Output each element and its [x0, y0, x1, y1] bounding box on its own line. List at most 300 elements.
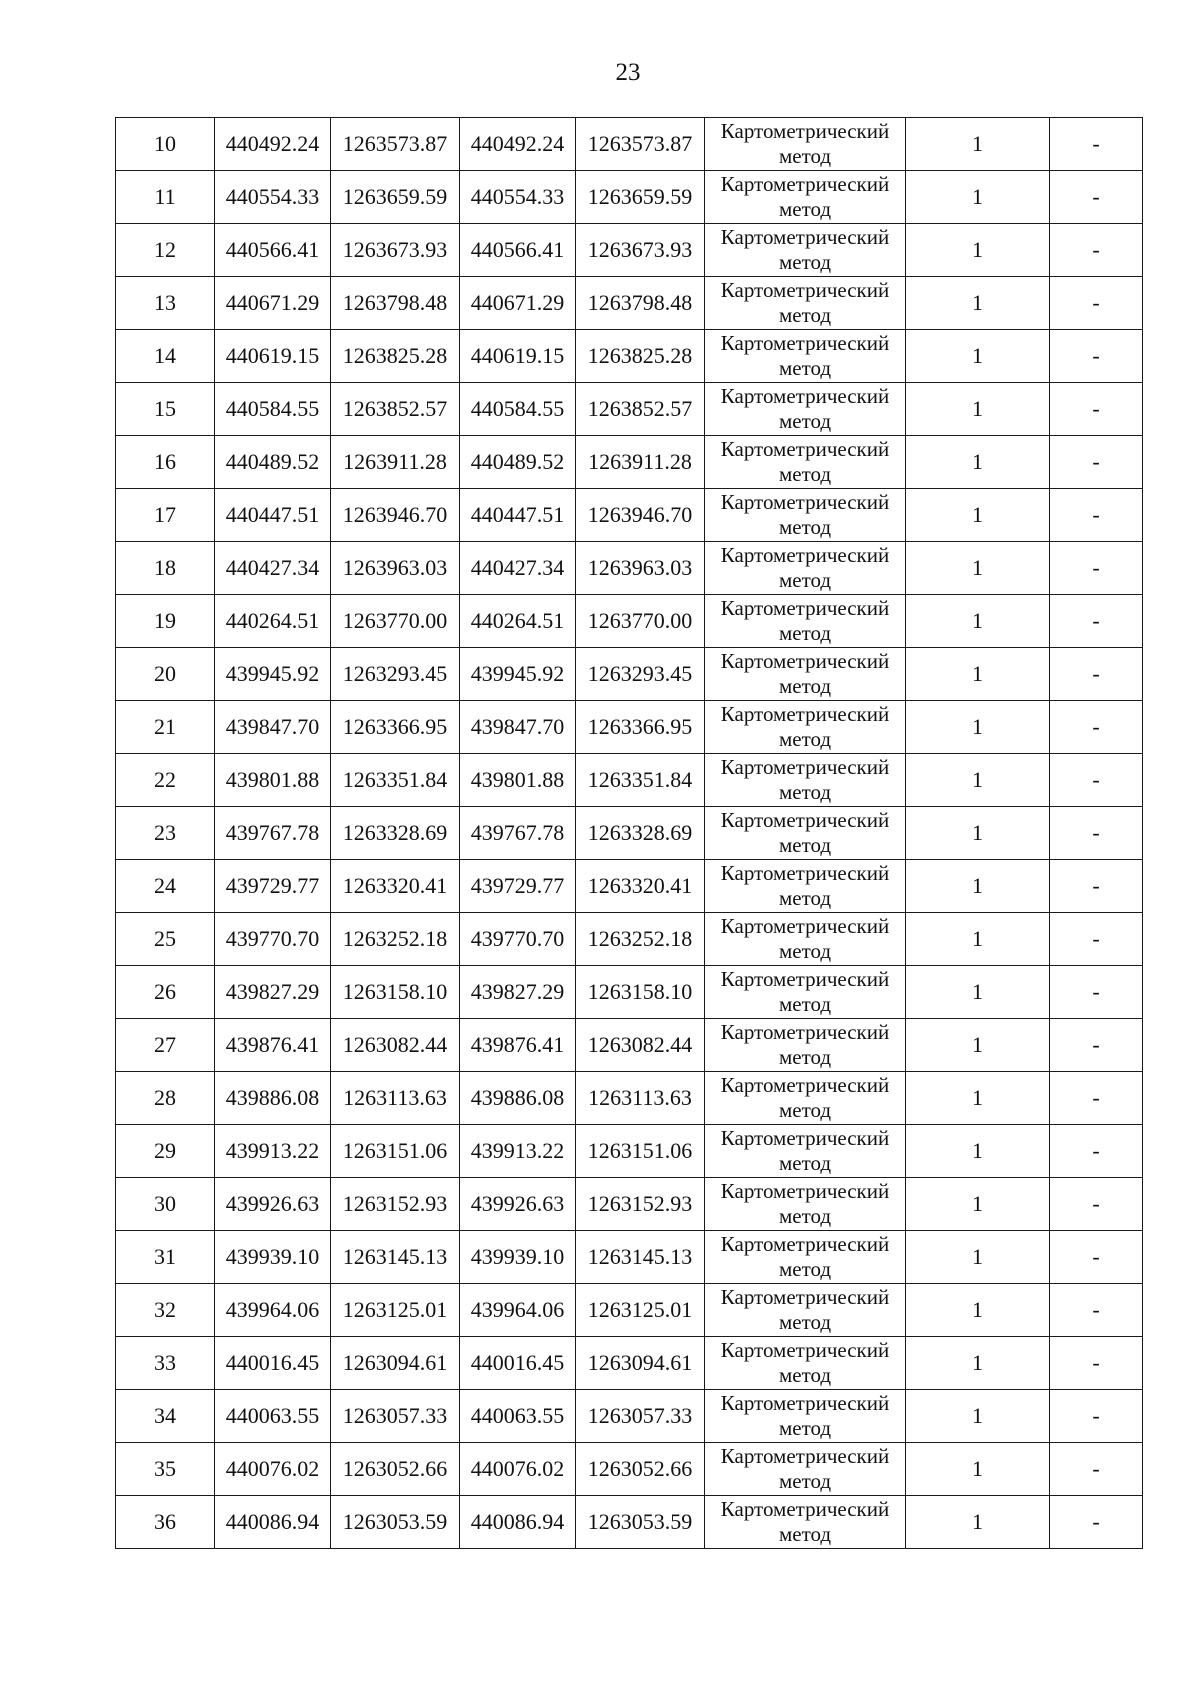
method-cell — [705, 542, 906, 595]
method-cell — [705, 807, 906, 860]
method-line-2: метод — [778, 409, 832, 433]
existing-x-cell: 440619.15 — [215, 330, 331, 383]
existing-x-cell: 440671.29 — [215, 277, 331, 330]
point-number-cell: 31 — [116, 1231, 215, 1284]
accuracy-cell: 1 — [906, 277, 1050, 330]
table-row — [116, 436, 1143, 489]
method-line-2: метод — [778, 1098, 832, 1122]
table-row — [116, 171, 1143, 224]
accuracy-cell: 1 — [906, 1284, 1050, 1337]
point-number-cell: 26 — [116, 966, 215, 1019]
point-number-cell: 34 — [116, 1390, 215, 1443]
existing-y-cell: 1263094.61 — [331, 1337, 460, 1390]
note-cell: - — [1050, 489, 1143, 542]
refined-x-cell: 439913.22 — [460, 1125, 576, 1178]
table-row — [116, 224, 1143, 277]
accuracy-cell: 1 — [906, 489, 1050, 542]
method-line-1: Картометрический — [720, 1285, 890, 1309]
note-cell: - — [1050, 648, 1143, 701]
note-cell: - — [1050, 807, 1143, 860]
refined-y-cell: 1263659.59 — [576, 171, 705, 224]
existing-y-cell: 1263145.13 — [331, 1231, 460, 1284]
method-line-1: Картометрический — [720, 702, 890, 726]
point-number-cell: 10 — [116, 118, 215, 171]
note-cell: - — [1050, 383, 1143, 436]
method-cell — [705, 436, 906, 489]
point-number-cell: 30 — [116, 1178, 215, 1231]
note-cell: - — [1050, 1443, 1143, 1496]
existing-y-cell: 1263053.59 — [331, 1496, 460, 1549]
point-number-cell: 27 — [116, 1019, 215, 1072]
point-number-cell: 18 — [116, 542, 215, 595]
table-row — [116, 489, 1143, 542]
method-line-2: метод — [778, 1310, 832, 1334]
table-row — [116, 1072, 1143, 1125]
accuracy-cell: 1 — [906, 1390, 1050, 1443]
method-line-2: метод — [778, 250, 832, 274]
method-cell — [705, 383, 906, 436]
point-number-cell: 35 — [116, 1443, 215, 1496]
refined-y-cell: 1263052.66 — [576, 1443, 705, 1496]
accuracy-cell: 1 — [906, 1443, 1050, 1496]
existing-y-cell: 1263770.00 — [331, 595, 460, 648]
point-number-cell: 28 — [116, 1072, 215, 1125]
method-cell — [705, 1231, 906, 1284]
method-cell — [705, 913, 906, 966]
point-number-cell: 32 — [116, 1284, 215, 1337]
table-row — [116, 754, 1143, 807]
note-cell: - — [1050, 224, 1143, 277]
existing-x-cell: 439827.29 — [215, 966, 331, 1019]
method-line-2: метод — [778, 780, 832, 804]
method-line-2: метод — [778, 1469, 832, 1493]
table-row — [116, 1125, 1143, 1178]
method-cell — [705, 1178, 906, 1231]
method-line-1: Картометрический — [720, 596, 890, 620]
point-number-cell: 29 — [116, 1125, 215, 1178]
existing-x-cell: 440492.24 — [215, 118, 331, 171]
existing-x-cell: 439876.41 — [215, 1019, 331, 1072]
table-row — [116, 701, 1143, 754]
coordinates-table — [115, 117, 1143, 1549]
method-line-1: Картометрический — [720, 808, 890, 832]
refined-x-cell: 439801.88 — [460, 754, 576, 807]
method-cell — [705, 330, 906, 383]
point-number-cell: 11 — [116, 171, 215, 224]
existing-y-cell: 1263852.57 — [331, 383, 460, 436]
method-cell — [705, 754, 906, 807]
existing-y-cell: 1263113.63 — [331, 1072, 460, 1125]
point-number-cell: 14 — [116, 330, 215, 383]
existing-x-cell: 439770.70 — [215, 913, 331, 966]
refined-x-cell: 439886.08 — [460, 1072, 576, 1125]
method-line-1: Картометрический — [720, 437, 890, 461]
table-row — [116, 1496, 1143, 1549]
method-line-1: Картометрический — [720, 225, 890, 249]
table-row — [116, 277, 1143, 330]
method-line-1: Картометрический — [720, 861, 890, 885]
refined-x-cell: 439770.70 — [460, 913, 576, 966]
existing-x-cell: 440427.34 — [215, 542, 331, 595]
method-cell — [705, 860, 906, 913]
note-cell: - — [1050, 171, 1143, 224]
method-line-2: метод — [778, 833, 832, 857]
refined-y-cell: 1263125.01 — [576, 1284, 705, 1337]
table-row — [116, 807, 1143, 860]
table-row — [116, 383, 1143, 436]
table-row — [116, 1390, 1143, 1443]
note-cell: - — [1050, 754, 1143, 807]
refined-y-cell: 1263911.28 — [576, 436, 705, 489]
accuracy-cell: 1 — [906, 118, 1050, 171]
note-cell: - — [1050, 1231, 1143, 1284]
method-line-1: Картометрический — [720, 278, 890, 302]
method-line-1: Картометрический — [720, 755, 890, 779]
method-cell — [705, 489, 906, 542]
refined-y-cell: 1263328.69 — [576, 807, 705, 860]
refined-y-cell: 1263825.28 — [576, 330, 705, 383]
accuracy-cell: 1 — [906, 383, 1050, 436]
refined-x-cell: 440619.15 — [460, 330, 576, 383]
existing-x-cell: 440086.94 — [215, 1496, 331, 1549]
note-cell: - — [1050, 1496, 1143, 1549]
method-line-2: метод — [778, 303, 832, 327]
table-row — [116, 1443, 1143, 1496]
existing-y-cell: 1263825.28 — [331, 330, 460, 383]
refined-x-cell: 440584.55 — [460, 383, 576, 436]
refined-y-cell: 1263351.84 — [576, 754, 705, 807]
method-line-2: метод — [778, 197, 832, 221]
method-line-1: Картометрический — [720, 384, 890, 408]
method-line-2: метод — [778, 144, 832, 168]
existing-y-cell: 1263057.33 — [331, 1390, 460, 1443]
method-cell — [705, 277, 906, 330]
table-row — [116, 330, 1143, 383]
method-line-1: Картометрический — [720, 119, 890, 143]
method-cell — [705, 701, 906, 754]
note-cell: - — [1050, 701, 1143, 754]
accuracy-cell: 1 — [906, 648, 1050, 701]
refined-x-cell: 439926.63 — [460, 1178, 576, 1231]
method-cell — [705, 648, 906, 701]
point-number-cell: 24 — [116, 860, 215, 913]
existing-x-cell: 439847.70 — [215, 701, 331, 754]
existing-y-cell: 1263293.45 — [331, 648, 460, 701]
method-line-2: метод — [778, 727, 832, 751]
point-number-cell: 20 — [116, 648, 215, 701]
point-number-cell: 21 — [116, 701, 215, 754]
existing-x-cell: 440447.51 — [215, 489, 331, 542]
point-number-cell: 33 — [116, 1337, 215, 1390]
refined-x-cell: 440016.45 — [460, 1337, 576, 1390]
existing-y-cell: 1263320.41 — [331, 860, 460, 913]
note-cell: - — [1050, 1072, 1143, 1125]
accuracy-cell: 1 — [906, 1072, 1050, 1125]
point-number-cell: 23 — [116, 807, 215, 860]
refined-x-cell: 439939.10 — [460, 1231, 576, 1284]
existing-y-cell: 1263351.84 — [331, 754, 460, 807]
table-row — [116, 1231, 1143, 1284]
existing-y-cell: 1263573.87 — [331, 118, 460, 171]
table-row — [116, 966, 1143, 1019]
accuracy-cell: 1 — [906, 595, 1050, 648]
page-number: 23 — [615, 59, 641, 86]
accuracy-cell: 1 — [906, 1231, 1050, 1284]
method-line-1: Картометрический — [720, 1232, 890, 1256]
table-row — [116, 913, 1143, 966]
method-cell — [705, 1019, 906, 1072]
method-line-2: метод — [778, 356, 832, 380]
refined-y-cell: 1263770.00 — [576, 595, 705, 648]
table-row — [116, 1178, 1143, 1231]
refined-x-cell: 440566.41 — [460, 224, 576, 277]
method-cell — [705, 1337, 906, 1390]
method-cell — [705, 1443, 906, 1496]
method-cell — [705, 171, 906, 224]
accuracy-cell: 1 — [906, 807, 1050, 860]
accuracy-cell: 1 — [906, 330, 1050, 383]
method-line-2: метод — [778, 939, 832, 963]
note-cell: - — [1050, 860, 1143, 913]
refined-x-cell: 440427.34 — [460, 542, 576, 595]
accuracy-cell: 1 — [906, 436, 1050, 489]
method-cell — [705, 1496, 906, 1549]
refined-y-cell: 1263252.18 — [576, 913, 705, 966]
method-line-1: Картометрический — [720, 1444, 890, 1468]
method-cell — [705, 224, 906, 277]
method-line-2: метод — [778, 462, 832, 486]
method-line-2: метод — [778, 1522, 832, 1546]
existing-y-cell: 1263659.59 — [331, 171, 460, 224]
accuracy-cell: 1 — [906, 966, 1050, 1019]
note-cell: - — [1050, 966, 1143, 1019]
accuracy-cell: 1 — [906, 913, 1050, 966]
method-line-1: Картометрический — [720, 1020, 890, 1044]
refined-y-cell: 1263053.59 — [576, 1496, 705, 1549]
existing-x-cell: 439913.22 — [215, 1125, 331, 1178]
point-number-cell: 17 — [116, 489, 215, 542]
refined-x-cell: 440554.33 — [460, 171, 576, 224]
method-line-1: Картометрический — [720, 967, 890, 991]
note-cell: - — [1050, 1390, 1143, 1443]
refined-y-cell: 1263113.63 — [576, 1072, 705, 1125]
point-number-cell: 13 — [116, 277, 215, 330]
existing-x-cell: 439729.77 — [215, 860, 331, 913]
refined-y-cell: 1263145.13 — [576, 1231, 705, 1284]
refined-x-cell: 440076.02 — [460, 1443, 576, 1496]
refined-y-cell: 1263082.44 — [576, 1019, 705, 1072]
existing-x-cell: 440063.55 — [215, 1390, 331, 1443]
note-cell: - — [1050, 330, 1143, 383]
point-number-cell: 19 — [116, 595, 215, 648]
note-cell: - — [1050, 118, 1143, 171]
table-row — [116, 1284, 1143, 1337]
existing-x-cell: 440489.52 — [215, 436, 331, 489]
existing-y-cell: 1263052.66 — [331, 1443, 460, 1496]
note-cell: - — [1050, 277, 1143, 330]
refined-x-cell: 440492.24 — [460, 118, 576, 171]
existing-y-cell: 1263366.95 — [331, 701, 460, 754]
table-row — [116, 648, 1143, 701]
method-cell — [705, 595, 906, 648]
method-line-1: Картометрический — [720, 172, 890, 196]
method-line-1: Картометрический — [720, 914, 890, 938]
table-row — [116, 542, 1143, 595]
method-line-2: метод — [778, 1045, 832, 1069]
refined-y-cell: 1263963.03 — [576, 542, 705, 595]
note-cell: - — [1050, 1178, 1143, 1231]
refined-y-cell: 1263946.70 — [576, 489, 705, 542]
method-line-1: Картометрический — [720, 1497, 890, 1521]
refined-x-cell: 440086.94 — [460, 1496, 576, 1549]
refined-x-cell: 440489.52 — [460, 436, 576, 489]
point-number-cell: 15 — [116, 383, 215, 436]
existing-y-cell: 1263673.93 — [331, 224, 460, 277]
method-line-2: метод — [778, 886, 832, 910]
refined-y-cell: 1263158.10 — [576, 966, 705, 1019]
method-cell — [705, 118, 906, 171]
existing-y-cell: 1263798.48 — [331, 277, 460, 330]
existing-x-cell: 439767.78 — [215, 807, 331, 860]
refined-y-cell: 1263094.61 — [576, 1337, 705, 1390]
existing-x-cell: 440016.45 — [215, 1337, 331, 1390]
note-cell: - — [1050, 1284, 1143, 1337]
note-cell: - — [1050, 542, 1143, 595]
accuracy-cell: 1 — [906, 224, 1050, 277]
method-line-1: Картометрический — [720, 1391, 890, 1415]
refined-y-cell: 1263152.93 — [576, 1178, 705, 1231]
method-cell — [705, 1390, 906, 1443]
refined-x-cell: 439945.92 — [460, 648, 576, 701]
accuracy-cell: 1 — [906, 171, 1050, 224]
existing-x-cell: 439886.08 — [215, 1072, 331, 1125]
refined-x-cell: 440447.51 — [460, 489, 576, 542]
existing-x-cell: 439945.92 — [215, 648, 331, 701]
note-cell: - — [1050, 1125, 1143, 1178]
existing-x-cell: 440076.02 — [215, 1443, 331, 1496]
note-cell: - — [1050, 913, 1143, 966]
existing-y-cell: 1263328.69 — [331, 807, 460, 860]
method-cell — [705, 1284, 906, 1337]
method-line-1: Картометрический — [720, 1338, 890, 1362]
existing-x-cell: 440566.41 — [215, 224, 331, 277]
method-line-2: метод — [778, 568, 832, 592]
refined-y-cell: 1263852.57 — [576, 383, 705, 436]
note-cell: - — [1050, 595, 1143, 648]
existing-y-cell: 1263152.93 — [331, 1178, 460, 1231]
existing-y-cell: 1263158.10 — [331, 966, 460, 1019]
point-number-cell: 16 — [116, 436, 215, 489]
method-line-1: Картометрический — [720, 1073, 890, 1097]
method-line-1: Картометрический — [720, 331, 890, 355]
method-line-2: метод — [778, 1204, 832, 1228]
coordinates-table-body — [116, 118, 1143, 1549]
accuracy-cell: 1 — [906, 1178, 1050, 1231]
existing-x-cell: 440584.55 — [215, 383, 331, 436]
refined-y-cell: 1263320.41 — [576, 860, 705, 913]
refined-x-cell: 439964.06 — [460, 1284, 576, 1337]
existing-x-cell: 439801.88 — [215, 754, 331, 807]
refined-y-cell: 1263798.48 — [576, 277, 705, 330]
method-cell — [705, 1072, 906, 1125]
refined-x-cell: 440264.51 — [460, 595, 576, 648]
refined-y-cell: 1263366.95 — [576, 701, 705, 754]
method-cell — [705, 966, 906, 1019]
method-line-2: метод — [778, 1257, 832, 1281]
table-row — [116, 1337, 1143, 1390]
method-line-2: метод — [778, 1151, 832, 1175]
point-number-cell: 22 — [116, 754, 215, 807]
method-line-2: метод — [778, 1416, 832, 1440]
method-line-1: Картометрический — [720, 649, 890, 673]
accuracy-cell: 1 — [906, 860, 1050, 913]
point-number-cell: 36 — [116, 1496, 215, 1549]
method-line-2: метод — [778, 621, 832, 645]
accuracy-cell: 1 — [906, 1019, 1050, 1072]
refined-y-cell: 1263151.06 — [576, 1125, 705, 1178]
accuracy-cell: 1 — [906, 754, 1050, 807]
method-line-1: Картометрический — [720, 1126, 890, 1150]
note-cell: - — [1050, 1337, 1143, 1390]
existing-y-cell: 1263963.03 — [331, 542, 460, 595]
refined-x-cell: 440063.55 — [460, 1390, 576, 1443]
refined-x-cell: 439847.70 — [460, 701, 576, 754]
existing-y-cell: 1263946.70 — [331, 489, 460, 542]
accuracy-cell: 1 — [906, 1125, 1050, 1178]
table-row — [116, 118, 1143, 171]
refined-x-cell: 439876.41 — [460, 1019, 576, 1072]
existing-x-cell: 440554.33 — [215, 171, 331, 224]
accuracy-cell: 1 — [906, 1337, 1050, 1390]
table-row — [116, 1019, 1143, 1072]
method-cell — [705, 1125, 906, 1178]
accuracy-cell: 1 — [906, 1496, 1050, 1549]
method-line-1: Картометрический — [720, 1179, 890, 1203]
method-line-1: Картометрический — [720, 543, 890, 567]
refined-x-cell: 440671.29 — [460, 277, 576, 330]
note-cell: - — [1050, 436, 1143, 489]
refined-x-cell: 439827.29 — [460, 966, 576, 1019]
existing-x-cell: 439964.06 — [215, 1284, 331, 1337]
method-line-2: метод — [778, 992, 832, 1016]
refined-y-cell: 1263573.87 — [576, 118, 705, 171]
method-line-2: метод — [778, 515, 832, 539]
note-cell: - — [1050, 1019, 1143, 1072]
existing-y-cell: 1263151.06 — [331, 1125, 460, 1178]
existing-x-cell: 439939.10 — [215, 1231, 331, 1284]
existing-x-cell: 440264.51 — [215, 595, 331, 648]
existing-y-cell: 1263125.01 — [331, 1284, 460, 1337]
table-row — [116, 595, 1143, 648]
refined-x-cell: 439729.77 — [460, 860, 576, 913]
refined-y-cell: 1263293.45 — [576, 648, 705, 701]
accuracy-cell: 1 — [906, 701, 1050, 754]
point-number-cell: 12 — [116, 224, 215, 277]
refined-y-cell: 1263057.33 — [576, 1390, 705, 1443]
existing-y-cell: 1263911.28 — [331, 436, 460, 489]
existing-y-cell: 1263252.18 — [331, 913, 460, 966]
method-line-2: метод — [778, 674, 832, 698]
accuracy-cell: 1 — [906, 542, 1050, 595]
existing-y-cell: 1263082.44 — [331, 1019, 460, 1072]
refined-x-cell: 439767.78 — [460, 807, 576, 860]
table-row — [116, 860, 1143, 913]
method-line-1: Картометрический — [720, 490, 890, 514]
point-number-cell: 25 — [116, 913, 215, 966]
method-line-2: метод — [778, 1363, 832, 1387]
existing-x-cell: 439926.63 — [215, 1178, 331, 1231]
refined-y-cell: 1263673.93 — [576, 224, 705, 277]
